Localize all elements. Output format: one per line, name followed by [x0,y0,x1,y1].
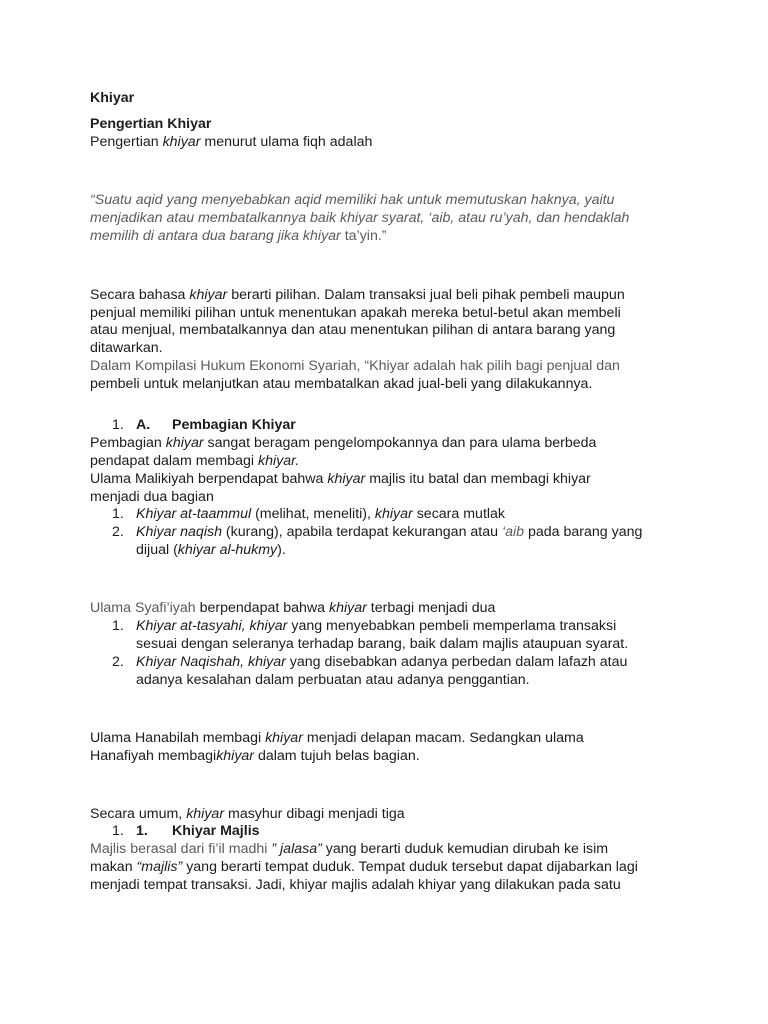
majlis-line-1: Majlis berasal dari fi’il madhi ” jalasa” yang berarti duduk kemudian dirubah ke isim [90,841,609,857]
syafiiyah-intro: Ulama Syafi’iyah berpendapat bahwa khiyar terbagi menjadi dua [90,600,496,616]
pembagian-line-4: menjadi dua bagian [90,489,214,505]
list-item: 1. Khiyar at-taammul (melihat, meneliti), khiyar secara mutlak [112,506,506,522]
list-item-continuation: sesuai dengan seleranya terhadap barang, baik dalam majlis ataupuan syarat. [136,636,629,652]
list-item-continuation: adanya kesalahan dalam perbuatan atau adanya penggantian. [136,672,530,688]
quote-line-3: memilih di antara dua barang jika khiyar ta’yin.” [90,228,387,244]
hanabilah-line-2: Hanafiyah membagikhiyar dalam tujuh belas bagian. [90,748,420,764]
majlis-line-3: menjadi tempat transaksi. Jadi, khiyar majlis adalah khiyar yang dilakukan pada satu [90,877,621,893]
kompilasi-line-1: Dalam Kompilasi Hukum Ekonomi Syariah, “Khiyar adalah hak pilih bagi penjual dan [90,358,620,374]
pembagian-line-3: Ulama Malikiyah berpendapat bahwa khiyar majlis itu batal dan membagi khiyar [90,471,591,487]
pengertian-intro: Pengertian khiyar menurut ulama fiqh adalah [90,134,373,150]
majlis-line-2: makan “majlis” yang berarti tempat duduk. Tempat duduk tersebut dapat dijabarkan lagi [90,859,638,875]
quote-line-2: menjadikan atau membatalkannya baik khiyar syarat, ‘aib, atau ru’yah, dan hendaklah [90,210,630,226]
bahasa-line-3: atau menjual, membatalkannya dan atau menentukan pilihan di antara barang yang [90,322,616,338]
pembagian-line-1: Pembagian khiyar sangat beragam pengelompokannya dan para ulama berbeda [90,435,597,451]
kompilasi-line-2: pembeli untuk melanjutkan atau membatalkan akad jual-beli yang dilakukannya. [90,376,593,392]
list-item: 2. Khiyar Naqishah, khiyar yang disebabkan adanya perbedan dalam lafazh atau [112,654,628,670]
section-heading-pembagian: 1. A. Pembagian Khiyar [112,417,296,433]
quote-line-1: “Suatu aqid yang menyebabkan aqid memiliki hak untuk memutuskan haknya, yaitu [90,192,615,208]
bahasa-line-2: penjual memiliki pilihan untuk menentukan apakah mereka betul-betul akan membeli [90,305,621,321]
bahasa-line-4: ditawarkan. [90,340,163,356]
list-item: 2. Khiyar naqish (kurang), apabila terdapat kekurangan atau ‘aib pada barang yang [112,524,643,540]
list-item-continuation: dijual (khiyar al-hukmy). [136,542,286,558]
umum-intro: Secara umum, khiyar masyhur dibagi menjadi tiga [90,806,405,822]
document-title: Khiyar [90,90,135,106]
hanabilah-line-1: Ulama Hanabilah membagi khiyar menjadi delapan macam. Sedangkan ulama [90,730,584,746]
section-heading-pengertian: Pengertian Khiyar [90,116,212,132]
pembagian-line-2: pendapat dalam membagi khiyar. [90,453,300,469]
bahasa-line-1: Secara bahasa khiyar berarti pilihan. Dalam transaksi jual beli pihak pembeli maupun [90,287,625,303]
list-item: 1. Khiyar at-tasyahi, khiyar yang menyebabkan pembeli memperlama transaksi [112,618,617,634]
section-heading-khiyar-majlis: 1. 1. Khiyar Majlis [112,823,260,839]
